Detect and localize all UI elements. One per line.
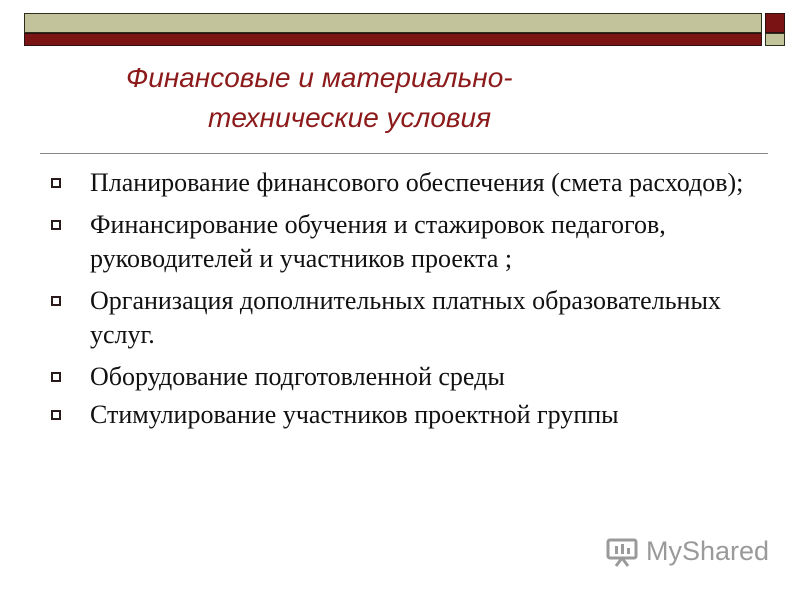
bullet-text: Финансирование обучения и стажировок педагогов, руководителей и участников проекта ; [90, 210, 666, 273]
bullet-item [48, 166, 768, 200]
bullet-item [48, 284, 768, 352]
bullet-item [48, 208, 768, 276]
square-bullet-icon [51, 296, 61, 306]
bullet-text: Оборудование подготовленной среды [90, 362, 505, 391]
myshared-logo-icon [606, 537, 640, 567]
bullet-text: Стимулирование участников проектной группы [90, 400, 619, 429]
bullet-text: Организация дополнительных платных образовательных услуг. [90, 286, 721, 349]
slide-title-line-2: технические условия [208, 102, 492, 133]
square-bullet-icon [51, 220, 61, 230]
title-divider [40, 153, 768, 154]
watermark-text: MyShared [646, 536, 770, 566]
slide-title-line-1: Финансовые и материально- [126, 62, 513, 93]
bullet-text: Планирование финансового обеспечения (смета расходов); [90, 168, 744, 197]
square-bullet-icon [51, 410, 61, 420]
square-bullet-icon [51, 178, 61, 188]
bullet-item [48, 398, 768, 432]
header-bar-red [24, 33, 762, 46]
bullet-item [48, 360, 768, 394]
corner-square-red [765, 13, 785, 33]
slide-title [0, 58, 800, 138]
header-bar-olive [24, 13, 762, 33]
bullet-list [48, 166, 768, 436]
corner-square-olive [765, 33, 785, 46]
square-bullet-icon [51, 372, 61, 382]
myshared-watermark [606, 536, 769, 567]
